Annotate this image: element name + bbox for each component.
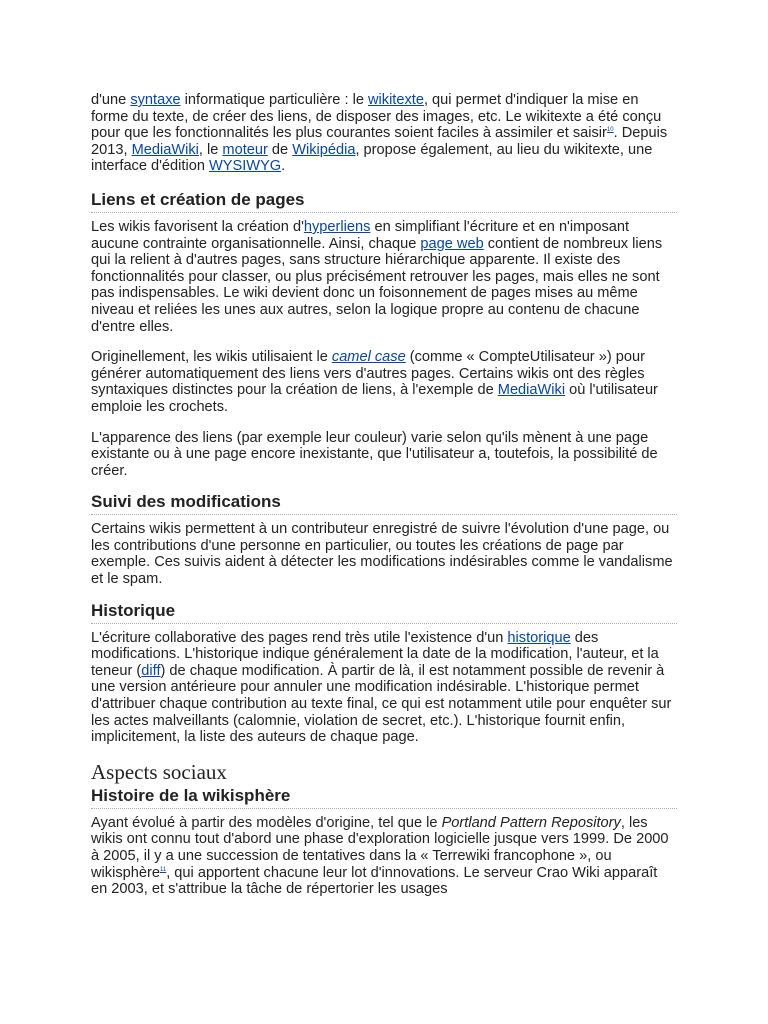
link-syntaxe[interactable]: syntaxe [130,92,181,108]
text: , les wikis ont connu tout d'abord une phase d'exploration logicielle jusque vers 1999. De 2000 à 2005, il y a une succession de tentatives dans la « Terrewiki francophone », ou wikisphère [91,814,669,881]
link-hyperliens[interactable]: hyperliens [303,218,371,235]
paragraph-liens-1 [91,219,677,335]
paragraph-wikisphere [91,815,677,898]
text: . Depuis 2013, [91,125,668,158]
paragraph-intro [91,92,677,175]
link-wikipedia[interactable]: Wikipédia [292,141,356,158]
link-wysiwyg[interactable]: WYSIWYG [209,158,282,175]
text: , propose également, au lieu du wikitexte, une interface d'édition [91,141,653,175]
paragraph-liens-2 [91,349,677,415]
footnote-10[interactable]: 10 [606,127,614,134]
heading-wikisphere: Histoire de la wikisphère [91,786,677,809]
text: en simplifiant l'écriture et en n'imposant aucune contrainte organisationnelle. Ainsi, chaque [91,218,630,252]
link-mediawiki[interactable]: MediaWiki [131,141,199,158]
heading-liens: Liens et création de pages [91,190,677,213]
italic-text: Portland Pattern Repository [441,814,621,831]
link-camel-case[interactable]: camel case [331,349,406,366]
link-diff[interactable]: diff [141,662,161,679]
text: Les wikis favorisent la création d' [91,218,304,235]
paragraph-historique [91,630,677,746]
text: L'écriture collaborative des pages rend très utile l'existence d'un [91,629,508,646]
heading-aspects-sociaux: Aspects sociaux [91,759,227,784]
text: (comme « CompteUtilisateur ») pour générer automatiquement des liens vers d'autres pages. Certains wikis ont des règles syntaxiques distinctes pour la création de liens, à l'exemple de [91,349,645,399]
text: , qui apportent chacune leur lot d'innovations. Le serveur Crao Wiki apparaît en 2003, et s'attribue la tâche de répertorier les usages [91,864,658,898]
text: des modifications. L'historique indique généralement la date de la modification, l'auteur, et la teneur ( [91,629,659,679]
paragraph-liens-3: L'apparence des liens (par exemple leur couleur) varie selon qu'ils mènent à une page existante ou à une page encore inexistante, que l'utilisateur a, toutefois, la possibilité de créer. [91,429,658,479]
paragraph-suivi: Certains wikis permettent à un contributeur enregistré de suivre l'évolution d'une page, ou les contributions d'une personne en particulier, ou toutes les créations de page par exemple. Ces suivis aident à détecter les modifications indésirables comme le vandalisme et le spam. [91,521,673,588]
heading-historique: Historique [91,601,677,624]
link-mediawiki-2[interactable]: MediaWiki [497,382,566,399]
link-moteur[interactable]: moteur [222,141,268,158]
text: ) de chaque modification. À partir de là, il est notamment possible de revenir à une version antérieure pour annuler une modification indésirable. L'historique permet d'attribuer chaque contribution au texte final, ce qui est notamment utile pour enquêter sur les actes malveillants (calomnie, violation de secret, etc.). L'historique fournit enfin, implicitement, la liste des auteurs de chaque page. [91,662,672,746]
heading-suivi: Suivi des modifications [91,492,677,515]
link-wikitexte[interactable]: wikitexte [367,92,424,108]
text: contient de nombreux liens qui la relient à d'autres pages, sans structure hiérarchique apparente. Il existe des fonctionnalités pour classer, ou plus précisément retrouver les pages, mais elles ne sont pas indispensables. Le wiki devient donc un foisonnement de pages mises au même niveau et reliées les unes aux autres, selon la logique propre au contenu de chacune d'entre elles. [91,235,663,335]
text: de [267,141,293,158]
text: d'une [91,92,131,108]
link-historique[interactable]: historique [507,629,571,646]
text: où l'utilisateur emploie les crochets. [91,382,658,415]
article-body [91,92,677,898]
link-page-web[interactable]: page web [420,235,484,252]
text: Originellement, les wikis utilisaient le [91,349,332,366]
text: informatique particulière : le [180,92,368,108]
text: , le [198,141,223,158]
text: Ayant évolué à partir des modèles d'origine, tel que le [91,814,442,831]
text: , qui permet d'indiquer la mise en forme du texte, de créer des liens, de disposer des images, etc. Le wikitexte a été conçu pour que les fonctionnalités les plus courantes soient faciles à assimiler et saisir [91,92,662,142]
text: . [281,158,286,175]
footnote-11[interactable]: 11 [159,866,167,873]
